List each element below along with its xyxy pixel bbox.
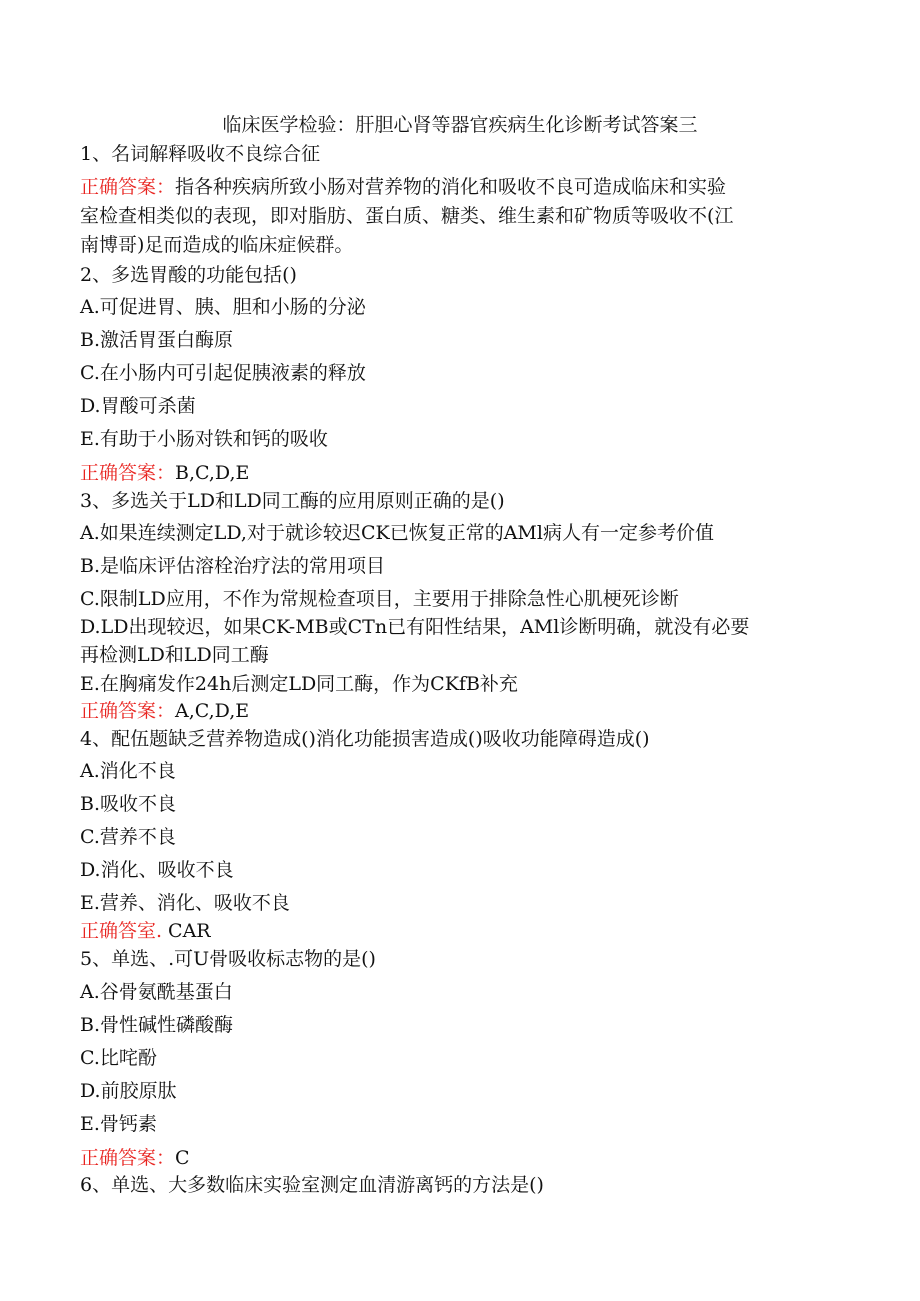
question-5-option-d: D.前胶原肽 [80,1080,177,1102]
question-1-answer: 正确答案：指各种疾病所致小肠对营养物的消化和吸收不良可造成临床和实验 [80,176,727,198]
question-5-option-b: B.骨性碱性磷酸酶 [80,1014,234,1036]
question-2-answer [80,459,850,487]
answer-label: 正确答案： [80,176,176,198]
question-4-stem: 4、配伍题缺乏营养物造成()消化功能损害造成()吸收功能障碍造成() [80,728,650,750]
answer-value: A,C,D,E [175,700,250,722]
question-3-option-d: D.LD出现较迟，如果CK-MB或CTn已有阳性结果，AMl诊断明确，就没有必要 [80,616,750,638]
question-3-stem: 3、多选关于LD和LD同工酶的应用原则正确的是() [80,490,505,512]
question-4-option-d: D.消化、吸收不良 [80,859,234,881]
question-4-option-e: E.营养、消化、吸收不良 [80,892,290,914]
question-5-option-a: A.谷骨氨酰基蛋白 [80,981,233,1003]
question-5-option-e: E.骨钙素 [80,1113,157,1135]
question-4-option-a: A.消化不良 [80,760,176,782]
answer-label: 正确答室. [80,920,163,942]
question-4-option-b: B.吸收不良 [80,793,177,815]
question-2-option-e: E.有助于小肠对铁和钙的吸收 [80,428,328,450]
question-5-answer [80,1144,850,1172]
question-1-stem: 1、名词解释吸收不良综合征 [80,143,321,165]
question-3-option-b: B.是临床评估溶栓治疗法的常用项目 [80,555,386,577]
answer-label: 正确答案： [80,462,176,484]
question-1-answer-line-2: 室检查相类似的表现，即对脂肪、蛋白质、糖类、维生素和矿物质等吸收不(江 [80,205,734,227]
question-3-option-e: E.在胸痛发作24h后测定LD同工酶，作为CKfB补充 [80,673,518,695]
answer-value: CAR [168,920,211,942]
question-3-option-a: A.如果连续测定LD,对于就诊较迟CK已恢复正常的AMl病人有一定参考价值 [80,522,714,544]
question-2-stem: 2、多选胃酸的功能包括() [80,264,297,286]
question-6-stem: 6、单选、大多数临床实验室测定血清游离钙的方法是() [80,1174,544,1196]
question-3-option-c: C.限制LD应用，不作为常规检查项目，主要用于排除急性心肌梗死诊断 [80,588,679,610]
question-5-stem: 5、单选、.可U骨吸收标志物的是() [80,948,376,970]
answer-label: 正确答案： [80,1147,176,1169]
question-2-option-a: A.可促进胃、胰、胆和小肠的分泌 [80,296,366,318]
question-4-answer [80,917,850,945]
answer-label: 正确答案： [80,700,176,722]
question-1-answer-line-3: 南博哥)足而造成的临床症候群。 [80,234,354,256]
question-3-answer [80,697,850,725]
page-title: 临床医学检验：肝胆心肾等器官疾病生化诊断考试答案三 [222,114,698,136]
answer-value: B,C,D,E [175,462,250,484]
question-3-option-d-cont: 再检测LD和LD同工酶 [80,644,269,666]
question-2-option-c: C.在小肠内可引起促胰液素的释放 [80,362,366,384]
question-5-option-c: C.比咤酚 [80,1047,157,1069]
question-2-option-b: B.激活胃蛋白酶原 [80,329,234,351]
question-2-option-d: D.胃酸可杀菌 [80,395,196,417]
question-4-option-c: C.营养不良 [80,826,176,848]
answer-value: C [175,1147,190,1169]
